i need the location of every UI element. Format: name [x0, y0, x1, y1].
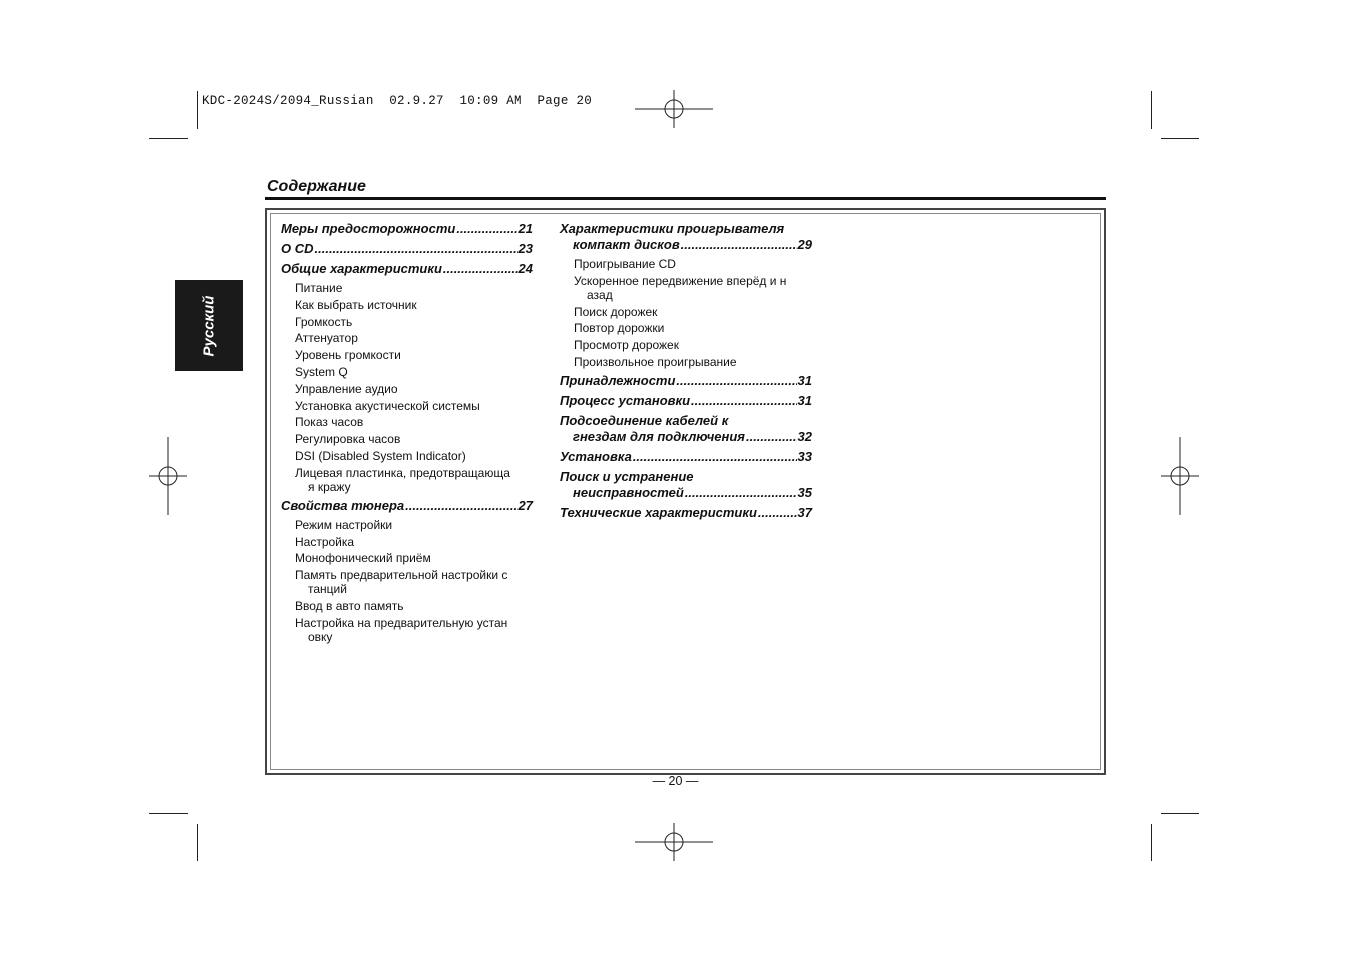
toc-left-column — [281, 221, 533, 647]
crop-mark — [1151, 91, 1152, 129]
crop-mark — [197, 824, 198, 861]
toc-subitem[interactable]: Поиск дорожек — [574, 304, 658, 319]
toc-subitem[interactable]: DSI (Disabled System Indicator) — [295, 448, 466, 463]
toc-subitem[interactable]: Лицевая пластинка, предотвращающа я кражу — [295, 465, 510, 494]
toc-subitem[interactable]: Питание — [295, 281, 343, 295]
crop-mark — [1161, 813, 1199, 814]
toc-entry[interactable]: Установка ..... 33 — [560, 449, 812, 465]
language-tab — [175, 280, 243, 371]
toc-subitem[interactable]: Настройка на предварительную устан овку — [295, 615, 508, 644]
crop-mark — [1151, 824, 1152, 861]
toc-entry[interactable]: Процесс установки ..... 31 — [560, 393, 812, 409]
toc-subitem[interactable]: Режим настройки — [295, 517, 393, 532]
toc-subitem[interactable]: Показ часов — [295, 415, 364, 430]
toc-subitem[interactable]: Монофонический приём — [295, 551, 431, 566]
toc-subitem[interactable]: Ввод в авто память — [295, 598, 404, 613]
language-tab-label: Русский — [200, 295, 218, 356]
toc-subitem[interactable]: Установка акустической системы — [295, 398, 480, 413]
toc-subitem[interactable]: Регулировка часов — [295, 432, 401, 447]
crop-mark — [197, 91, 198, 129]
print-header: KDC-2024S/2094_Russian 02.9.27 10:09 AM Page 20 — [202, 94, 593, 108]
toc-subitem[interactable]: Произвольное проигрывание — [574, 354, 737, 369]
toc-subitem[interactable]: Громкость — [295, 314, 353, 329]
toc-entry[interactable]: Подсоединение кабелей к гнездам для подключения ..... 32 — [560, 413, 812, 445]
toc-subitem[interactable]: Настройка — [295, 534, 355, 549]
registration-mark-icon — [1161, 437, 1199, 515]
toc-right-column — [560, 221, 812, 525]
toc-entry[interactable]: Характеристики проигрывателя компакт дисков ..... 29 — [560, 221, 812, 253]
title-rule — [265, 197, 1106, 200]
toc-entry[interactable]: Технические характеристики ..... 37 — [560, 505, 812, 521]
crop-mark — [149, 138, 188, 139]
toc-entry[interactable]: Свойства тюнера ..... 27 — [281, 498, 533, 514]
toc-entry[interactable]: О CD ..... 23 — [281, 241, 533, 257]
toc-entry[interactable]: Принадлежности ..... 31 — [560, 373, 812, 389]
toc-subitem[interactable]: Ускоренное передвижение вперёд и н азад — [574, 273, 787, 302]
toc-entry[interactable]: Поиск и устранение неисправностей ..... 35 — [560, 469, 812, 501]
toc-subitem[interactable]: Уровень громкости — [295, 348, 401, 363]
page-title: Содержание — [267, 178, 366, 195]
page-number: — 20 — — [652, 774, 699, 788]
toc-subitem[interactable]: Управление аудио — [295, 381, 398, 396]
toc-subitem[interactable]: Память предварительной настройки с танций — [295, 568, 508, 597]
toc-subitem[interactable]: Аттенуатор — [295, 331, 358, 346]
toc-entry[interactable]: Общие характеристики ..... 24 — [281, 261, 533, 277]
toc-subitem[interactable]: Проигрывание CD — [574, 257, 676, 271]
crop-mark — [149, 813, 188, 814]
registration-mark-icon — [635, 90, 713, 128]
toc-subitem[interactable]: System Q — [295, 364, 348, 379]
toc-subitem[interactable]: Просмотр дорожек — [574, 338, 679, 353]
toc-entry[interactable]: Меры предосторожности ..... 21 — [281, 221, 533, 237]
crop-mark — [1161, 138, 1199, 139]
registration-mark-icon — [635, 823, 713, 861]
toc-subitem[interactable]: Повтор дорожки — [574, 321, 665, 336]
toc-subitem[interactable]: Как выбрать источник — [295, 297, 417, 312]
registration-mark-icon — [149, 437, 187, 515]
